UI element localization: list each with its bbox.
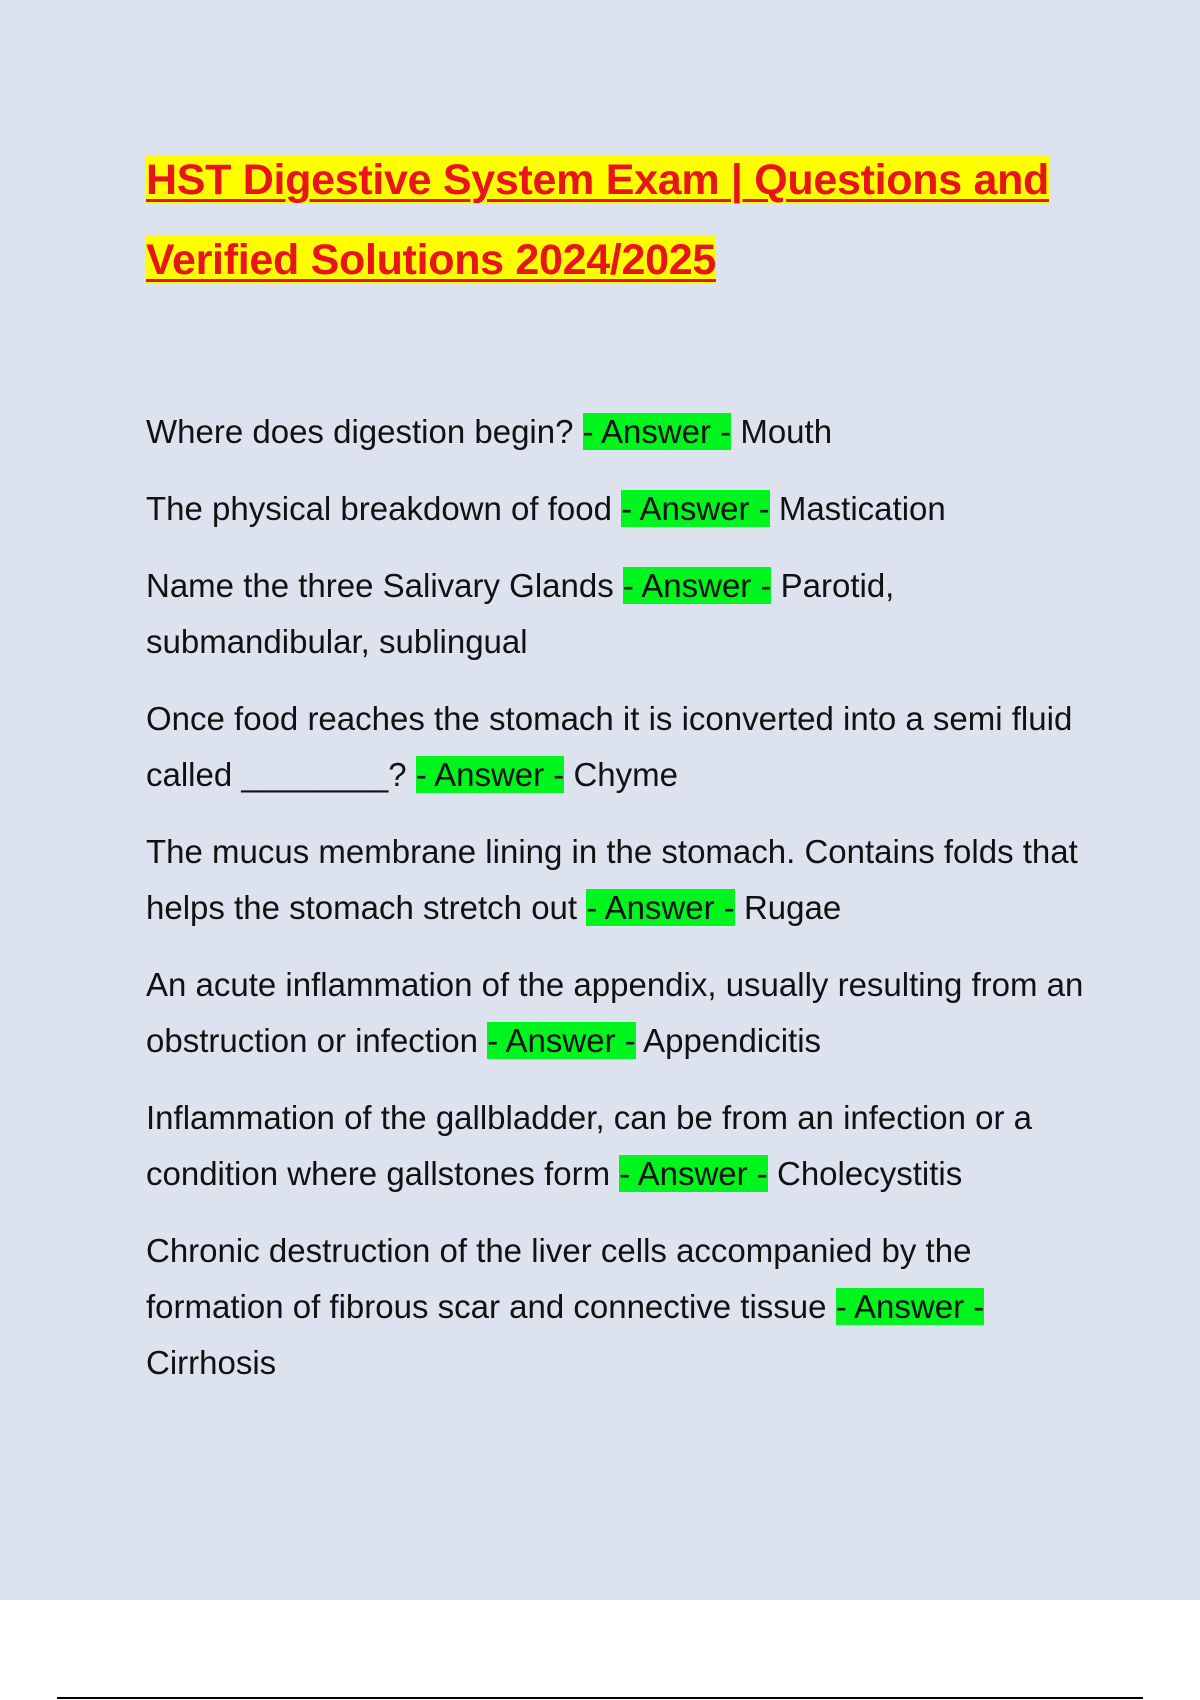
answer-tag: - Answer - bbox=[621, 490, 770, 527]
footer-rule bbox=[57, 1697, 1143, 1699]
question-text: Once food reaches the stomach it is iconverted into a semi fluid called ________? bbox=[146, 700, 1073, 793]
answer-tag: - Answer - bbox=[586, 889, 735, 926]
document-title bbox=[146, 140, 1086, 300]
answer-tag: - Answer - bbox=[487, 1022, 636, 1059]
answer-text: Mouth bbox=[740, 413, 833, 450]
answer-tag: - Answer - bbox=[835, 1288, 985, 1325]
answer-text: Cholecystitis bbox=[776, 1155, 963, 1192]
answer-text: Rugae bbox=[743, 889, 842, 926]
qa-item bbox=[146, 481, 1086, 537]
qa-item bbox=[146, 824, 1086, 936]
qa-item bbox=[146, 957, 1086, 1069]
answer-tag: - Answer - bbox=[622, 567, 772, 604]
question-text: The mucus membrane lining in the stomach. Contains folds that helps the stomach stretch out bbox=[146, 833, 1078, 926]
qa-item bbox=[146, 1090, 1086, 1202]
qa-item bbox=[146, 404, 1086, 460]
qa-item bbox=[146, 691, 1086, 803]
answer-text: Chyme bbox=[573, 756, 678, 793]
answer-text: Appendicitis bbox=[643, 1022, 822, 1059]
answer-text: Cirrhosis bbox=[146, 1344, 277, 1381]
document-content bbox=[146, 140, 1086, 1412]
question-text: An acute inflammation of the appendix, usually resulting from an obstruction or infection bbox=[146, 966, 1084, 1059]
answer-text: Mastication bbox=[778, 490, 946, 527]
document-title-text: HST Digestive System Exam | Questions and Verified Solutions 2024/2025 bbox=[146, 156, 1050, 284]
question-text: Name the three Salivary Glands bbox=[146, 567, 614, 604]
qa-item bbox=[146, 1223, 1086, 1391]
question-text: Chronic destruction of the liver cells accompanied by the formation of fibrous scar and connective tissue bbox=[146, 1232, 972, 1325]
qa-item bbox=[146, 558, 1086, 670]
answer-tag: - Answer - bbox=[582, 413, 732, 450]
question-text: Inflammation of the gallbladder, can be from an infection or a condition where gallstones form bbox=[146, 1099, 1033, 1192]
question-text: The physical breakdown of food bbox=[146, 490, 612, 527]
answer-text: Parotid, submandibular, sublingual bbox=[146, 567, 895, 660]
question-text: Where does digestion begin? bbox=[146, 413, 574, 450]
answer-tag: - Answer - bbox=[619, 1155, 768, 1192]
answer-tag: - Answer - bbox=[415, 756, 565, 793]
